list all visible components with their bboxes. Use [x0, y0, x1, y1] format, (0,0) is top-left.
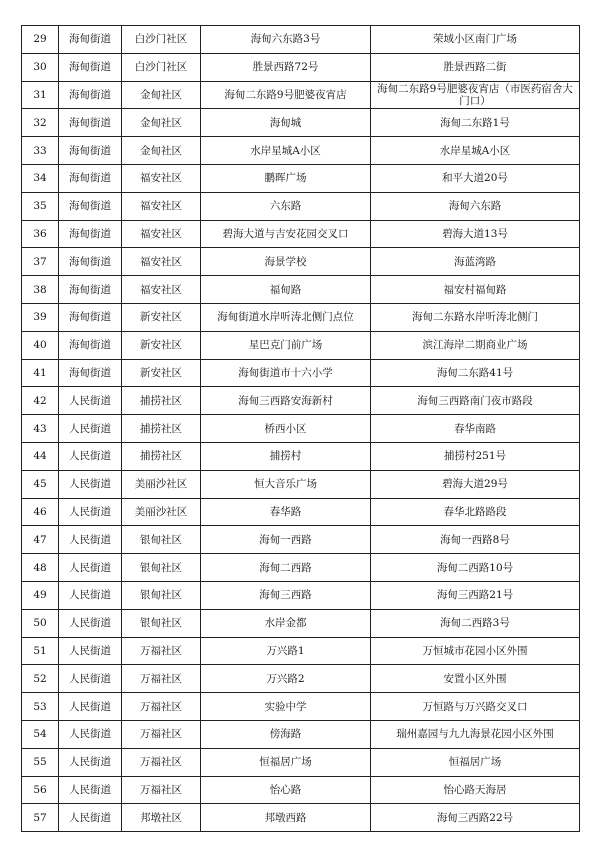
- row-number-cell: 31: [22, 81, 59, 109]
- street-cell: 人民街道: [59, 442, 122, 470]
- table-row: [22, 53, 580, 81]
- table-row: [22, 442, 580, 470]
- row-number-cell: 29: [22, 26, 59, 54]
- address-cell: 海蓝湾路: [371, 248, 580, 276]
- table-row: [22, 26, 580, 54]
- address-cell: 春华南路: [371, 415, 580, 443]
- table-row: [22, 137, 580, 165]
- row-number-cell: 37: [22, 248, 59, 276]
- row-number-cell: 41: [22, 359, 59, 387]
- street-cell: 人民街道: [59, 776, 122, 804]
- row-number-cell: 42: [22, 387, 59, 415]
- address-cell: 瑞州嘉园与九九海景花园小区外围: [371, 720, 580, 748]
- community-cell: 银甸社区: [122, 526, 201, 554]
- address-cell: 滨江海岸二期商业广场: [371, 331, 580, 359]
- community-cell: 新安社区: [122, 303, 201, 331]
- street-cell: 海甸街道: [59, 26, 122, 54]
- table-row: [22, 748, 580, 776]
- community-cell: 福安社区: [122, 276, 201, 304]
- address-cell: 海甸二东路水岸听涛北侧门: [371, 303, 580, 331]
- location-cell: 六东路: [201, 192, 371, 220]
- street-cell: 人民街道: [59, 748, 122, 776]
- table-row: [22, 331, 580, 359]
- address-cell: 春华北路路段: [371, 498, 580, 526]
- location-cell: 怡心路: [201, 776, 371, 804]
- data-table-sheet: [21, 25, 579, 831]
- community-cell: 福安社区: [122, 248, 201, 276]
- location-cell: 胜景西路72号: [201, 53, 371, 81]
- community-cell: 银甸社区: [122, 581, 201, 609]
- address-cell: 海甸三西路22号: [371, 804, 580, 832]
- location-cell: 海甸一西路: [201, 526, 371, 554]
- street-cell: 人民街道: [59, 581, 122, 609]
- table-row: [22, 415, 580, 443]
- community-cell: 万福社区: [122, 665, 201, 693]
- location-cell: 海景学校: [201, 248, 371, 276]
- address-cell: 怡心路天海居: [371, 776, 580, 804]
- row-number-cell: 46: [22, 498, 59, 526]
- community-cell: 邦墩社区: [122, 804, 201, 832]
- community-cell: 万福社区: [122, 720, 201, 748]
- location-cell: 海甸二西路: [201, 554, 371, 582]
- location-cell: 实验中学: [201, 693, 371, 721]
- street-cell: 海甸街道: [59, 164, 122, 192]
- community-cell: 万福社区: [122, 693, 201, 721]
- address-cell: 碧海大道29号: [371, 470, 580, 498]
- community-cell: 福安社区: [122, 220, 201, 248]
- street-cell: 海甸街道: [59, 331, 122, 359]
- community-cell: 美丽沙社区: [122, 470, 201, 498]
- location-cell: 碧海大道与吉安花园交叉口: [201, 220, 371, 248]
- location-cell: 鹏晖广场: [201, 164, 371, 192]
- row-number-cell: 56: [22, 776, 59, 804]
- address-cell: 安置小区外围: [371, 665, 580, 693]
- community-cell: 银甸社区: [122, 554, 201, 582]
- table-row: [22, 776, 580, 804]
- address-cell: 恒福居广场: [371, 748, 580, 776]
- row-number-cell: 48: [22, 554, 59, 582]
- location-cell: 星巴克门前广场: [201, 331, 371, 359]
- table-row: [22, 554, 580, 582]
- location-cell: 水岸金都: [201, 609, 371, 637]
- address-cell: 和平大道20号: [371, 164, 580, 192]
- location-cell: 海甸三西路安海新村: [201, 387, 371, 415]
- community-cell: 金甸社区: [122, 109, 201, 137]
- row-number-cell: 54: [22, 720, 59, 748]
- community-cell: 万福社区: [122, 637, 201, 665]
- street-cell: 海甸街道: [59, 81, 122, 109]
- address-cell: 海甸二东路9号肥婆夜宵店（市医药宿舍大门口）: [371, 81, 580, 109]
- address-cell: 福安村福甸路: [371, 276, 580, 304]
- street-cell: 人民街道: [59, 609, 122, 637]
- row-number-cell: 55: [22, 748, 59, 776]
- address-cell: 海甸一西路8号: [371, 526, 580, 554]
- row-number-cell: 50: [22, 609, 59, 637]
- row-number-cell: 57: [22, 804, 59, 832]
- table-row: [22, 81, 580, 109]
- street-cell: 人民街道: [59, 526, 122, 554]
- row-number-cell: 30: [22, 53, 59, 81]
- address-cell: 碧海大道13号: [371, 220, 580, 248]
- community-cell: 新安社区: [122, 359, 201, 387]
- row-number-cell: 49: [22, 581, 59, 609]
- row-number-cell: 52: [22, 665, 59, 693]
- table-row: [22, 303, 580, 331]
- row-number-cell: 45: [22, 470, 59, 498]
- location-cell: 海甸街道水岸听涛北侧门点位: [201, 303, 371, 331]
- community-cell: 美丽沙社区: [122, 498, 201, 526]
- address-cell: 荣域小区南门广场: [371, 26, 580, 54]
- location-cell: 邦墩西路: [201, 804, 371, 832]
- address-cell: 海甸二西路3号: [371, 609, 580, 637]
- row-number-cell: 51: [22, 637, 59, 665]
- community-cell: 福安社区: [122, 192, 201, 220]
- street-cell: 人民街道: [59, 665, 122, 693]
- community-cell: 捕捞社区: [122, 387, 201, 415]
- location-cell: 傍海路: [201, 720, 371, 748]
- row-number-cell: 34: [22, 164, 59, 192]
- street-cell: 海甸街道: [59, 192, 122, 220]
- table-row: [22, 164, 580, 192]
- address-cell: 海甸二东路41号: [371, 359, 580, 387]
- address-cell: 海甸二东路1号: [371, 109, 580, 137]
- table-row: [22, 470, 580, 498]
- street-cell: 海甸街道: [59, 109, 122, 137]
- row-number-cell: 44: [22, 442, 59, 470]
- address-cell: 海甸二西路10号: [371, 554, 580, 582]
- street-cell: 人民街道: [59, 693, 122, 721]
- community-cell: 白沙门社区: [122, 53, 201, 81]
- community-cell: 万福社区: [122, 776, 201, 804]
- table-row: [22, 248, 580, 276]
- location-cell: 桥西小区: [201, 415, 371, 443]
- row-number-cell: 38: [22, 276, 59, 304]
- street-cell: 人民街道: [59, 720, 122, 748]
- table-row: [22, 359, 580, 387]
- location-cell: 捕捞村: [201, 442, 371, 470]
- address-cell: 海甸三西路21号: [371, 581, 580, 609]
- community-cell: 金甸社区: [122, 137, 201, 165]
- table-row: [22, 637, 580, 665]
- table-row: [22, 276, 580, 304]
- street-cell: 海甸街道: [59, 53, 122, 81]
- table-body: [22, 26, 580, 832]
- table-row: [22, 693, 580, 721]
- location-cell: 海甸二东路9号肥婆夜宵店: [201, 81, 371, 109]
- street-cell: 人民街道: [59, 554, 122, 582]
- table-row: [22, 109, 580, 137]
- street-cell: 海甸街道: [59, 276, 122, 304]
- street-cell: 海甸街道: [59, 248, 122, 276]
- street-cell: 人民街道: [59, 415, 122, 443]
- row-number-cell: 33: [22, 137, 59, 165]
- table-row: [22, 720, 580, 748]
- location-cell: 万兴路1: [201, 637, 371, 665]
- table-row: [22, 192, 580, 220]
- location-cell: 恒大音乐广场: [201, 470, 371, 498]
- row-number-cell: 53: [22, 693, 59, 721]
- location-cell: 春华路: [201, 498, 371, 526]
- community-cell: 万福社区: [122, 748, 201, 776]
- table-row: [22, 498, 580, 526]
- location-cell: 恒福居广场: [201, 748, 371, 776]
- address-cell: 海甸六东路: [371, 192, 580, 220]
- address-cell: 海甸三西路南门夜市路段: [371, 387, 580, 415]
- community-cell: 银甸社区: [122, 609, 201, 637]
- street-cell: 海甸街道: [59, 359, 122, 387]
- community-cell: 金甸社区: [122, 81, 201, 109]
- street-cell: 人民街道: [59, 470, 122, 498]
- street-cell: 海甸街道: [59, 303, 122, 331]
- location-cell: 海甸三西路: [201, 581, 371, 609]
- location-cell: 海甸城: [201, 109, 371, 137]
- table-row: [22, 665, 580, 693]
- street-cell: 人民街道: [59, 498, 122, 526]
- location-cell: 福甸路: [201, 276, 371, 304]
- street-cell: 海甸街道: [59, 220, 122, 248]
- community-cell: 捕捞社区: [122, 442, 201, 470]
- address-cell: 万恒路与万兴路交叉口: [371, 693, 580, 721]
- row-number-cell: 39: [22, 303, 59, 331]
- table-row: [22, 804, 580, 832]
- location-cell: 海甸街道市十六小学: [201, 359, 371, 387]
- address-cell: 胜景西路二街: [371, 53, 580, 81]
- site-list-table: [21, 25, 580, 832]
- row-number-cell: 40: [22, 331, 59, 359]
- location-cell: 海甸六东路3号: [201, 26, 371, 54]
- community-cell: 新安社区: [122, 331, 201, 359]
- community-cell: 福安社区: [122, 164, 201, 192]
- row-number-cell: 43: [22, 415, 59, 443]
- table-row: [22, 387, 580, 415]
- street-cell: 人民街道: [59, 637, 122, 665]
- street-cell: 人民街道: [59, 387, 122, 415]
- street-cell: 人民街道: [59, 804, 122, 832]
- location-cell: 万兴路2: [201, 665, 371, 693]
- street-cell: 海甸街道: [59, 137, 122, 165]
- location-cell: 水岸星城A小区: [201, 137, 371, 165]
- row-number-cell: 36: [22, 220, 59, 248]
- community-cell: 捕捞社区: [122, 415, 201, 443]
- row-number-cell: 35: [22, 192, 59, 220]
- row-number-cell: 47: [22, 526, 59, 554]
- table-row: [22, 526, 580, 554]
- community-cell: 白沙门社区: [122, 26, 201, 54]
- row-number-cell: 32: [22, 109, 59, 137]
- table-row: [22, 220, 580, 248]
- table-row: [22, 609, 580, 637]
- address-cell: 万恒城市花园小区外围: [371, 637, 580, 665]
- address-cell: 水岸星城A小区: [371, 137, 580, 165]
- address-cell: 捕捞村251号: [371, 442, 580, 470]
- table-row: [22, 581, 580, 609]
